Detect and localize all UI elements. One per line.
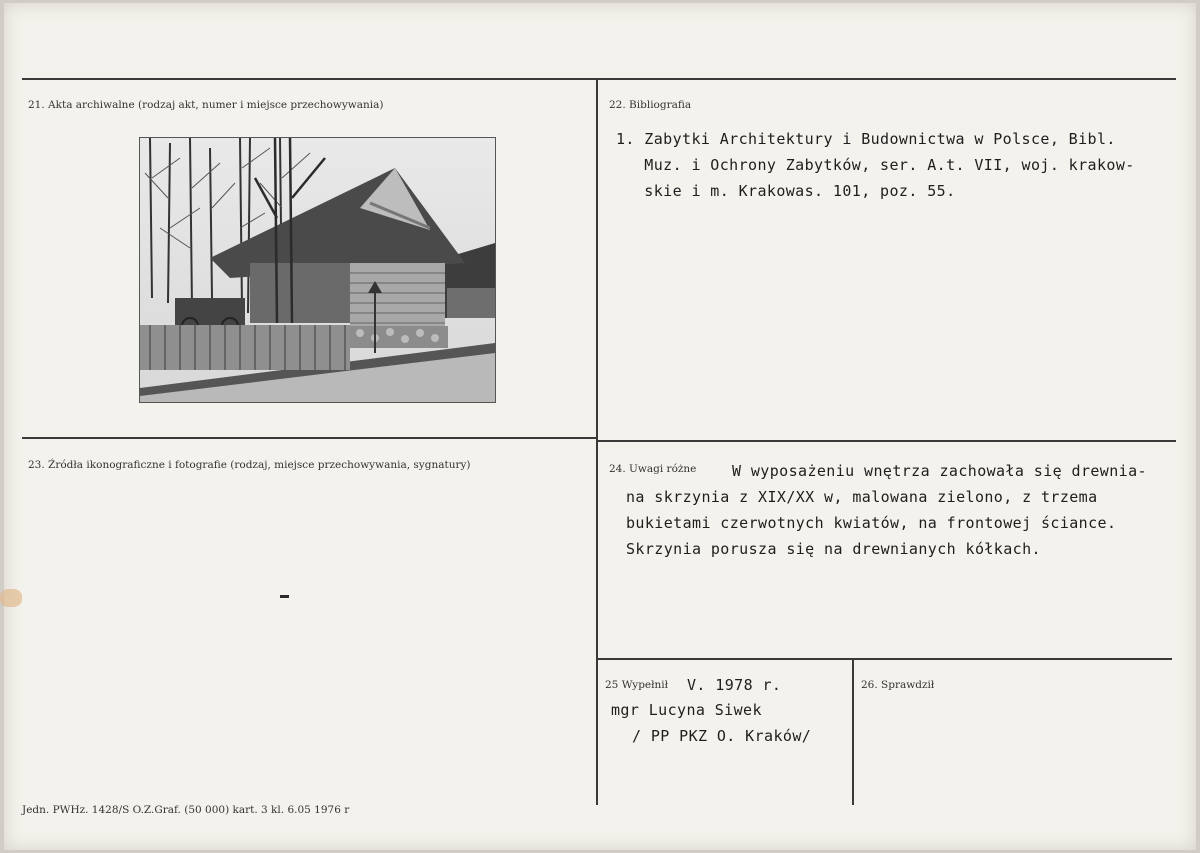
signature-divider [852,660,854,805]
middle-rule-right [598,440,1176,442]
inventory-card [4,3,1196,850]
top-rule [22,78,1176,80]
signature-rule [598,658,1172,660]
remarks-line-1: W wyposażeniu wnętrza zachowała się drewnia- [732,462,1147,480]
filled-by-name: mgr Lucyna Siwek [611,701,762,719]
filled-by-label: 25 Wypełnił [605,679,669,691]
bibliography-line-1: 1. Zabytki Architektury i Budownictwa w Polsce, Bibl. [616,130,1116,148]
middle-rule-left [22,437,597,439]
footer-imprint: Jedn. PWHz. 1428/S O.Z.Graf. (50 000) kart. 3 kl. 6.05 1976 r [22,804,350,816]
filled-by-date: V. 1978 r. [687,676,782,694]
bibliography-label: 22. Bibliografia [609,99,692,111]
bibliography-line-2: Muz. i Ochrony Zabytków, ser. A.t. VII, woj. krakow- [616,156,1135,174]
bibliography-line-3: skie i m. Krakowas. 101, poz. 55. [616,182,956,200]
ink-mark [280,595,289,598]
center-divider [596,79,598,805]
remarks-label: 24. Uwagi różne [609,463,697,475]
remarks-line-4: Skrzynia porusza się na drewnianych kółkach. [626,540,1041,558]
iconographic-label: 23. Źródła ikonograficzne i fotografie (rodzaj, miejsce przechowywania, sygnatury) [28,459,471,471]
remarks-line-3: bukietami czerwotnych kwiatów, na frontowej ściance. [626,514,1117,532]
house-photograph [139,137,496,403]
remarks-line-2: na skrzynia z XIX/XX w, malowana zielono, z trzema [626,488,1098,506]
archival-label: 21. Akta archiwalne (rodzaj akt, numer i miejsce przechowywania) [28,99,384,111]
checked-by-label: 26. Sprawdził [861,679,935,691]
filled-by-org: / PP PKZ O. Kraków/ [632,727,812,745]
paper-stain [0,589,22,607]
